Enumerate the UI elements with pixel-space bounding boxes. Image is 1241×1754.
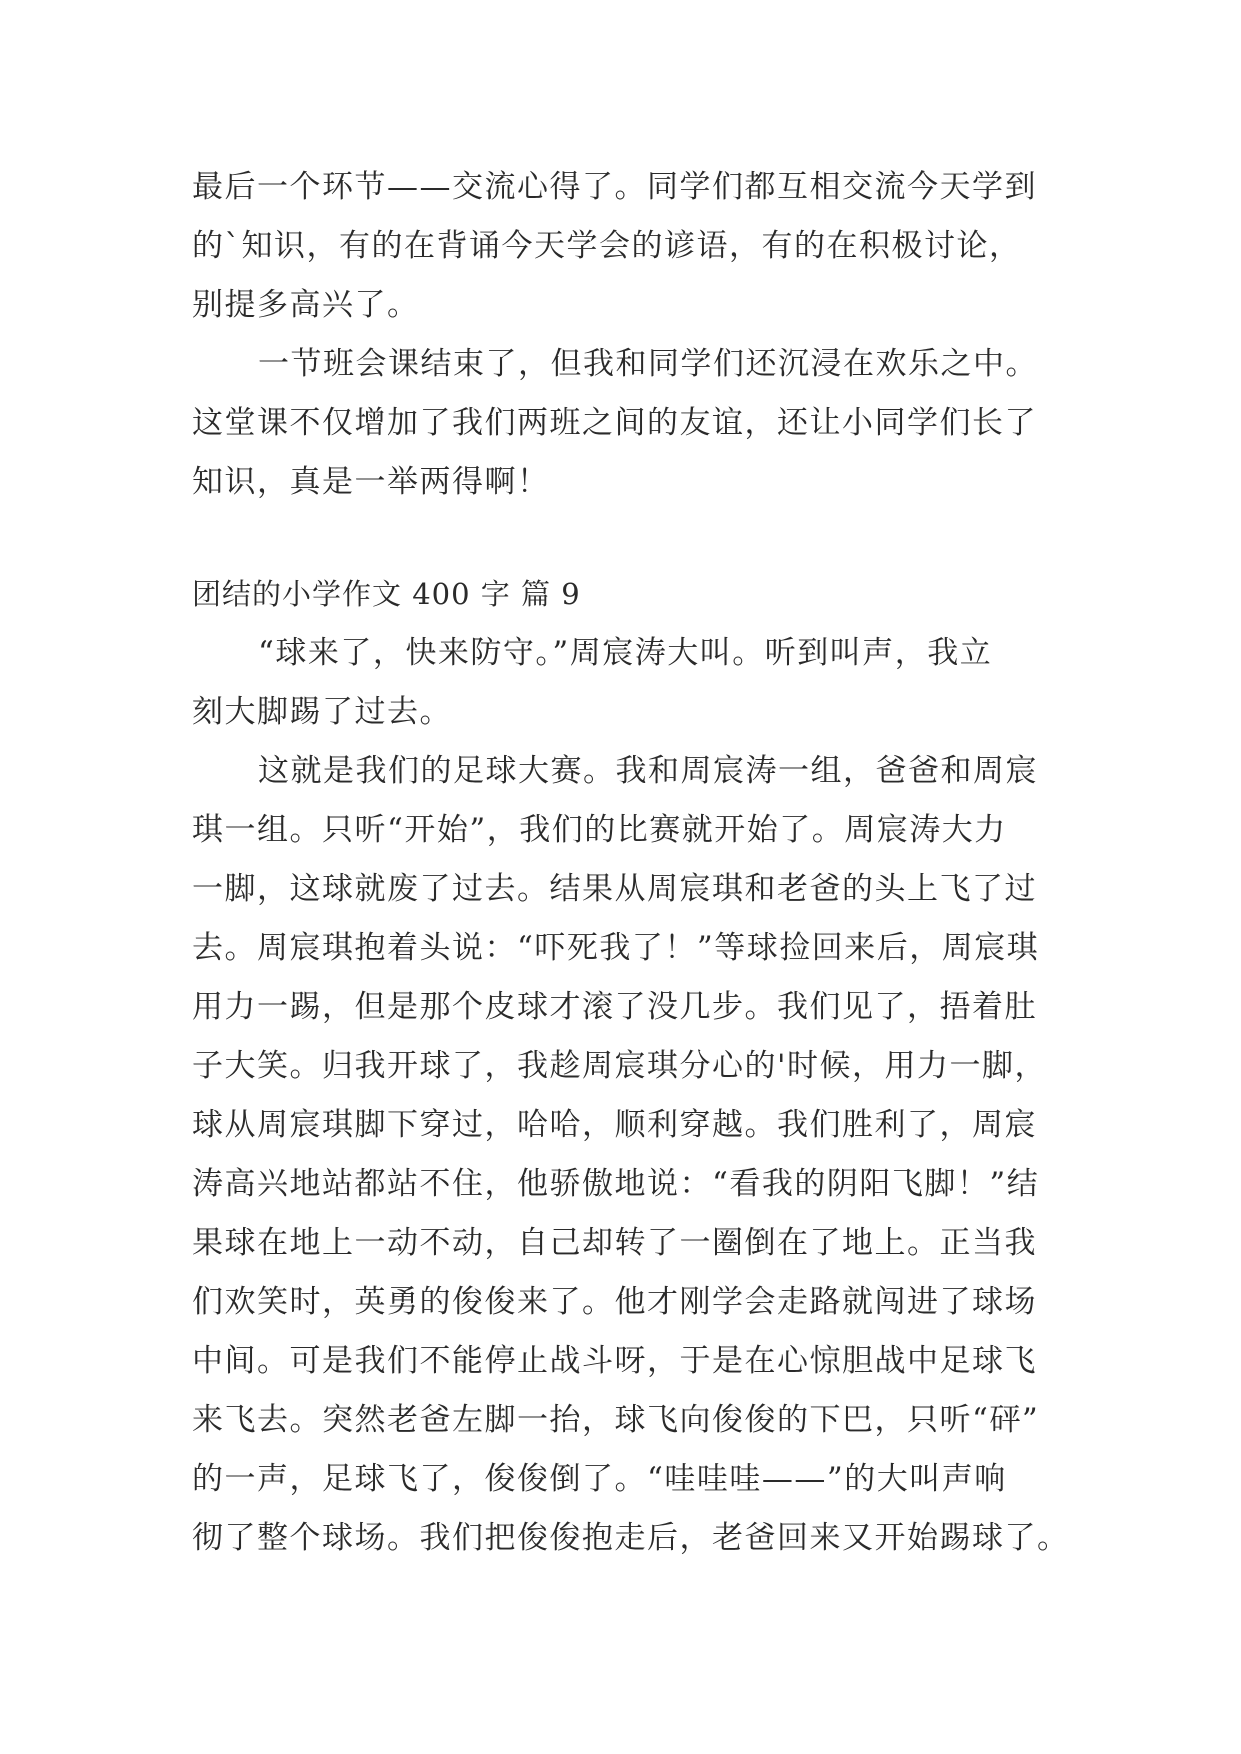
essay-paragraph-2: [192, 742, 1072, 1568]
text-line: 中间。可是我们不能停止战斗呀，于是在心惊胆战中足球飞: [192, 1343, 1037, 1379]
text-line: 这堂课不仅增加了我们两班之间的友谊，还让小同学们长了: [192, 405, 1037, 441]
text-line: 知识，真是一举两得啊！: [192, 464, 550, 500]
text-line: “球来了，快来防守。”周宸涛大叫。听到叫声，我立: [258, 635, 993, 671]
text-line: 的一声，足球飞了，俊俊倒了。“哇哇哇——”的大叫声响: [192, 1461, 1007, 1497]
text-line: 用力一踢，但是那个皮球才滚了没几步。我们见了，捂着肚: [192, 989, 1037, 1025]
text-line: 别提多高兴了。: [192, 287, 420, 323]
text-line: 琪一组。只听“开始”，我们的比赛就开始了。周宸涛大力: [192, 812, 1007, 848]
text-line: 最后一个环节——交流心得了。同学们都互相交流今天学到: [192, 169, 1037, 205]
previous-essay-paragraph-2: [192, 335, 1072, 512]
document-page: [192, 158, 1072, 1568]
section-gap: [192, 512, 1072, 565]
text-line: 们欢笑时，英勇的俊俊来了。他才刚学会走路就闯进了球场: [192, 1284, 1037, 1320]
text-line: 的`知识，有的在背诵今天学会的谚语，有的在积极讨论，: [192, 228, 1022, 264]
text-line: 子大笑。归我开球了，我趁周宸琪分心的'时候，用力一脚，: [192, 1048, 1048, 1084]
text-line: 果球在地上一动不动，自己却转了一圈倒在了地上。正当我: [192, 1225, 1037, 1261]
text-line: 刻大脚踢了过去。: [192, 694, 452, 730]
essay-paragraph-1: [192, 624, 1072, 742]
text-line: 彻了整个球场。我们把俊俊抱走后，老爸回来又开始踢球了。: [192, 1520, 1070, 1556]
text-line: 一脚，这球就废了过去。结果从周宸琪和老爸的头上飞了过: [192, 871, 1037, 907]
text-line: 涛高兴地站都站不住，他骄傲地说：“看我的阴阳飞脚！”结: [192, 1166, 1040, 1202]
text-line: 来飞去。突然老爸左脚一抬，球飞向俊俊的下巴，只听“砰”: [192, 1402, 1040, 1438]
text-line: 一节班会课结束了，但我和同学们还沉浸在欢乐之中。: [258, 346, 1038, 382]
text-line: 去。周宸琪抱着头说：“吓死我了！”等球捡回来后，周宸琪: [192, 930, 1040, 966]
previous-essay-paragraph-1: [192, 158, 1072, 335]
text-line: 这就是我们的足球大赛。我和周宸涛一组，爸爸和周宸: [258, 753, 1038, 789]
text-line: 球从周宸琪脚下穿过，哈哈，顺利穿越。我们胜利了，周宸: [192, 1107, 1037, 1143]
section-title: 团结的小学作文 400 字 篇 9: [192, 577, 581, 611]
